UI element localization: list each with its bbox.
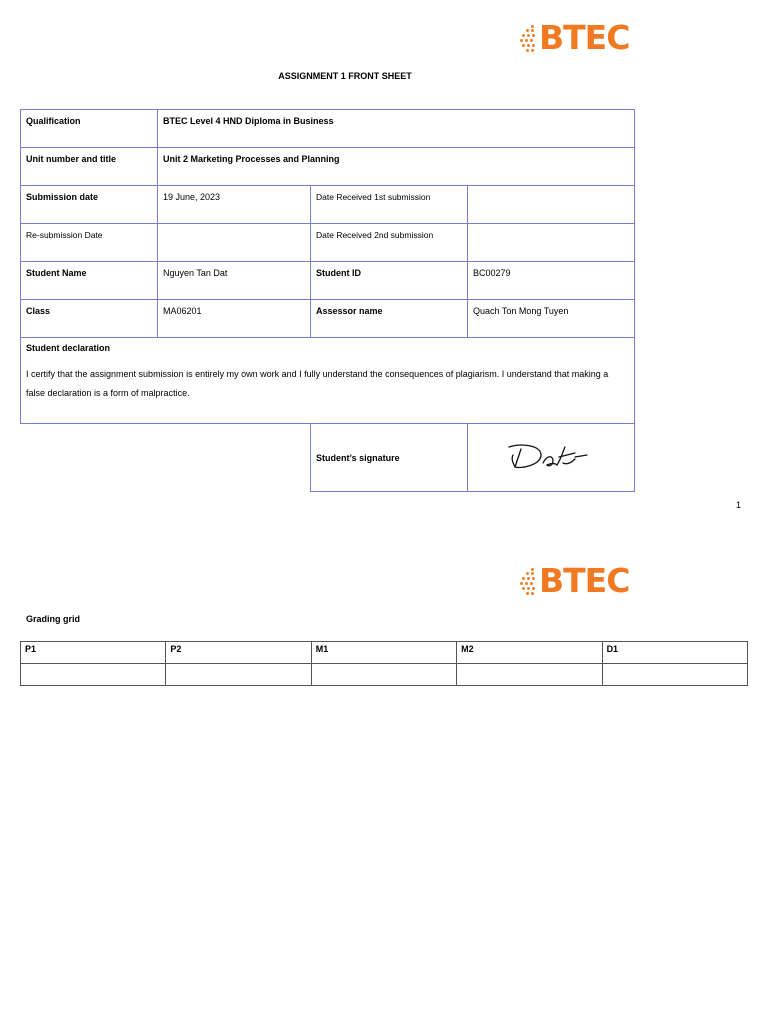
logo-dot bbox=[527, 34, 530, 37]
btec-logo-page-2 bbox=[519, 561, 630, 600]
grade-m2-cell bbox=[457, 664, 602, 686]
logo-dot bbox=[527, 44, 530, 47]
declaration-cell bbox=[21, 338, 635, 424]
logo-dot bbox=[532, 44, 535, 47]
logo-dot bbox=[525, 582, 528, 585]
declaration-text: I certify that the assignment submission is entirely my own work and I fully understand the consequences of plagiarism. I understand that making a false declaration is a form of malpractice. bbox=[26, 369, 609, 398]
date-received-2-label: Date Received 2nd submission bbox=[311, 224, 468, 262]
date-received-1-value bbox=[468, 186, 635, 224]
logo-dot bbox=[522, 44, 525, 47]
assessor-label: Assessor name bbox=[311, 300, 468, 338]
grade-m2-header: M2 bbox=[457, 642, 602, 664]
logo-dot bbox=[530, 582, 533, 585]
logo-dots-icon bbox=[519, 566, 537, 596]
logo-text: BTEC bbox=[539, 561, 630, 600]
grade-d1-header: D1 bbox=[602, 642, 747, 664]
logo-dots-icon bbox=[519, 23, 537, 53]
empty-cell bbox=[21, 424, 311, 492]
student-id-label: Student ID bbox=[311, 262, 468, 300]
declaration-row bbox=[21, 338, 635, 424]
logo-dot bbox=[531, 25, 534, 28]
grade-p2-cell bbox=[166, 664, 311, 686]
logo-dot bbox=[522, 34, 525, 37]
declaration-heading: Student declaration bbox=[26, 343, 111, 353]
signature-cell bbox=[468, 424, 635, 492]
logo-dot bbox=[526, 572, 529, 575]
logo-dot bbox=[527, 577, 530, 580]
front-sheet-table bbox=[20, 109, 635, 492]
logo-dot bbox=[532, 577, 535, 580]
logo-dot bbox=[526, 29, 529, 32]
logo-text: BTEC bbox=[539, 18, 630, 57]
class-row bbox=[21, 300, 635, 338]
logo-dot bbox=[522, 587, 525, 590]
grade-m1-header: M1 bbox=[311, 642, 456, 664]
btec-logo bbox=[519, 18, 630, 57]
qualification-value: BTEC Level 4 HND Diploma in Business bbox=[158, 110, 635, 148]
logo-dot bbox=[522, 577, 525, 580]
grade-p1-cell bbox=[21, 664, 166, 686]
grade-d1-cell bbox=[602, 664, 747, 686]
logo-dot bbox=[526, 49, 529, 52]
submission-date-label: Submission date bbox=[21, 186, 158, 224]
logo-dot bbox=[530, 39, 533, 42]
logo-dot bbox=[531, 568, 534, 571]
grade-p2-header: P2 bbox=[166, 642, 311, 664]
signature-label: Student’s signature bbox=[311, 424, 468, 492]
document-title: ASSIGNMENT 1 FRONT SHEET bbox=[278, 71, 412, 81]
logo-dot bbox=[526, 592, 529, 595]
grade-p1-header: P1 bbox=[21, 642, 166, 664]
class-label: Class bbox=[21, 300, 158, 338]
logo-dot bbox=[520, 582, 523, 585]
unit-label: Unit number and title bbox=[21, 148, 158, 186]
page-number: 1 bbox=[736, 500, 742, 510]
unit-row bbox=[21, 148, 635, 186]
grading-header-row bbox=[21, 642, 748, 664]
grade-m1-cell bbox=[311, 664, 456, 686]
signature-row bbox=[21, 424, 635, 492]
grading-grid-table bbox=[20, 641, 748, 686]
resubmission-row bbox=[21, 224, 635, 262]
unit-value: Unit 2 Marketing Processes and Planning bbox=[158, 148, 635, 186]
student-name-label: Student Name bbox=[21, 262, 158, 300]
grading-grid-title: Grading grid bbox=[26, 614, 80, 624]
logo-dot bbox=[532, 34, 535, 37]
qualification-row bbox=[21, 110, 635, 148]
date-received-1-label: Date Received 1st submission bbox=[311, 186, 468, 224]
qualification-label: Qualification bbox=[21, 110, 158, 148]
resubmission-date-label: Re-submission Date bbox=[21, 224, 158, 262]
logo-dot bbox=[527, 587, 530, 590]
signature-image bbox=[501, 437, 601, 477]
logo-dot bbox=[525, 39, 528, 42]
class-value: MA06201 bbox=[158, 300, 311, 338]
logo-dot bbox=[531, 49, 534, 52]
student-id-value: BC00279 bbox=[468, 262, 635, 300]
student-row bbox=[21, 262, 635, 300]
student-name-value: Nguyen Tan Dat bbox=[158, 262, 311, 300]
logo-dot bbox=[531, 592, 534, 595]
logo-dot bbox=[531, 29, 534, 32]
date-received-2-value bbox=[468, 224, 635, 262]
grading-value-row bbox=[21, 664, 748, 686]
logo-dot bbox=[531, 572, 534, 575]
submission-date-value: 19 June, 2023 bbox=[158, 186, 311, 224]
logo-dot bbox=[532, 587, 535, 590]
logo-dot bbox=[520, 39, 523, 42]
assessor-value: Quach Ton Mong Tuyen bbox=[468, 300, 635, 338]
resubmission-date-value bbox=[158, 224, 311, 262]
submission-row bbox=[21, 186, 635, 224]
